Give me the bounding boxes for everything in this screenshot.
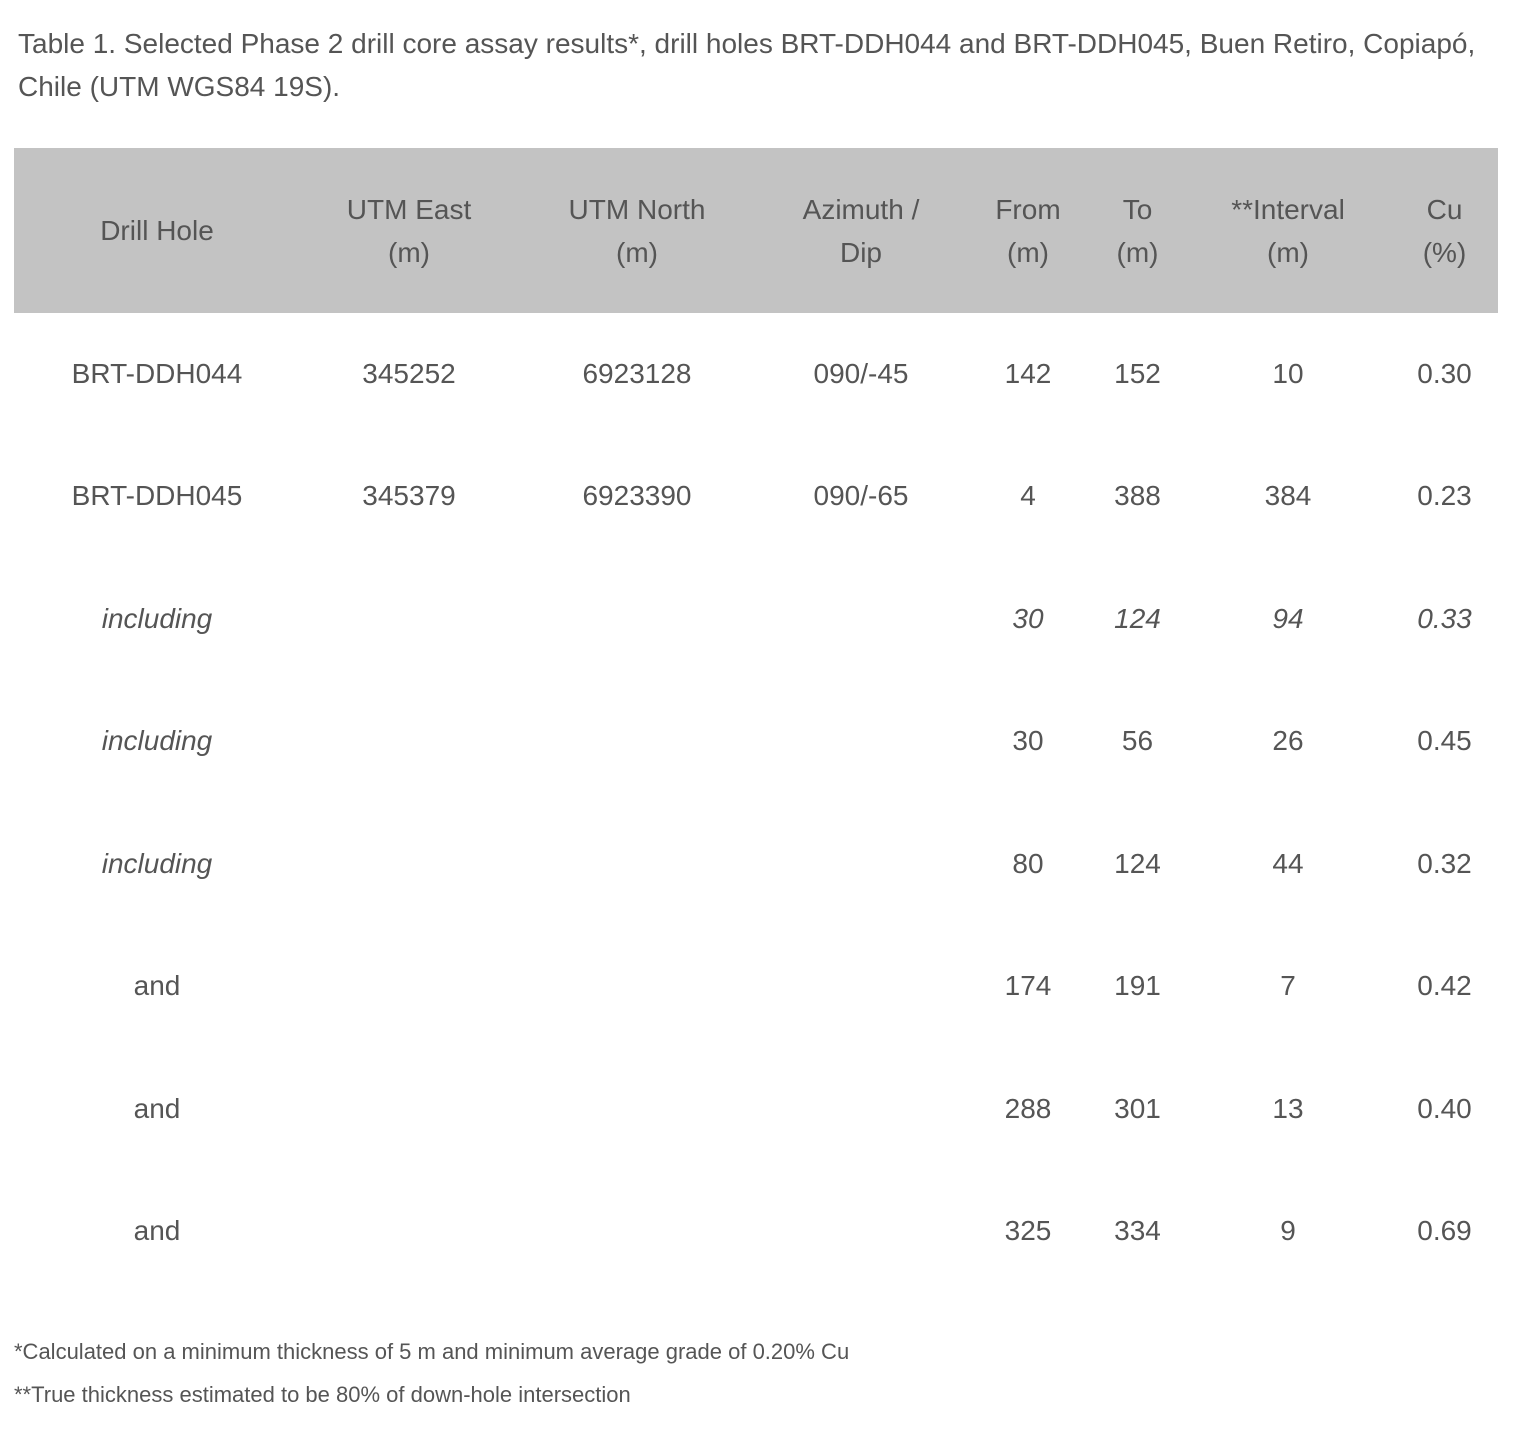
cell-to: 124	[1114, 847, 1161, 879]
cell-utm-north: 6923128	[582, 358, 692, 389]
cell-interval: 26	[1272, 725, 1304, 757]
cell-interval: 9	[1280, 1215, 1296, 1247]
cell-from: 30	[1012, 602, 1044, 634]
cell-utm-north	[518, 680, 756, 803]
cell-utm-east: 345252	[362, 358, 456, 389]
cell-to: 56	[1121, 725, 1154, 757]
cell-utm-north: 6923390	[582, 480, 692, 512]
cell-from: 174	[1004, 970, 1052, 1002]
cell-utm-north	[518, 803, 756, 926]
footnote-calculation: *Calculated on a minimum thickness of 5 m and minimum average grade of 0.20% Cu	[14, 1339, 850, 1364]
cell-cu: 0.30	[1417, 358, 1472, 389]
cell-cu: 0.33	[1417, 602, 1472, 634]
cell-utm-east	[300, 1048, 518, 1171]
cell-drill-hole: and	[133, 1215, 181, 1247]
header-azimuth-dip: Azimuth / Dip	[802, 193, 920, 268]
cell-from: 80	[1012, 847, 1044, 879]
cell-cu: 0.42	[1417, 970, 1472, 1002]
cell-utm-east: 345379	[362, 480, 456, 512]
cell-from: 325	[1004, 1215, 1052, 1247]
cell-cu: 0.32	[1417, 847, 1472, 879]
cell-azimuth-dip	[756, 680, 966, 803]
cell-to: 334	[1114, 1215, 1161, 1247]
table-header	[14, 148, 1498, 313]
cell-to: 152	[1114, 358, 1161, 389]
header-utm-north: UTM North (m)	[568, 193, 706, 268]
header-cu: Cu (%)	[1422, 193, 1467, 268]
footnote-true-thickness: **True thickness estimated to be 80% of down-hole intersection	[14, 1382, 631, 1407]
cell-to: 301	[1114, 1092, 1161, 1124]
header-from: From (m)	[995, 193, 1061, 268]
cell-utm-north	[518, 925, 756, 1048]
cell-azimuth-dip: 090/-45	[813, 358, 909, 389]
cell-utm-east	[300, 803, 518, 926]
cell-interval: 13	[1272, 1092, 1304, 1124]
header-row	[14, 148, 1498, 313]
cell-drill-hole: including	[101, 725, 213, 757]
cell-from: 30	[1012, 725, 1044, 757]
cell-utm-east	[300, 558, 518, 681]
cell-cu: 0.40	[1417, 1092, 1472, 1124]
cell-cu: 0.69	[1417, 1215, 1472, 1247]
table-row	[14, 435, 1498, 558]
header-interval: **Interval (m)	[1231, 193, 1345, 268]
cell-utm-north	[518, 558, 756, 681]
cell-drill-hole: and	[133, 1092, 181, 1124]
cell-cu: 0.45	[1417, 725, 1472, 757]
cell-interval: 10	[1272, 358, 1304, 389]
table-row	[14, 313, 1498, 435]
cell-to: 124	[1114, 602, 1161, 634]
cell-utm-east	[300, 680, 518, 803]
cell-azimuth-dip	[756, 1170, 966, 1293]
cell-interval: 384	[1264, 480, 1312, 512]
cell-interval: 7	[1280, 970, 1296, 1002]
table-row	[14, 558, 1498, 681]
cell-utm-north	[518, 1170, 756, 1293]
cell-interval: 94	[1272, 602, 1304, 634]
table-row	[14, 1048, 1498, 1171]
cell-utm-north	[518, 1048, 756, 1171]
table-body	[14, 313, 1498, 1293]
cell-azimuth-dip	[756, 925, 966, 1048]
cell-interval: 44	[1272, 847, 1304, 879]
assay-results-table	[14, 148, 1498, 1293]
table-row	[14, 803, 1498, 926]
cell-from: 288	[1004, 1092, 1052, 1124]
table-row	[14, 925, 1498, 1048]
table-row	[14, 680, 1498, 803]
cell-to: 191	[1114, 970, 1161, 1002]
cell-cu: 0.23	[1417, 480, 1472, 512]
cell-drill-hole: BRT-DDH045	[71, 480, 243, 512]
cell-drill-hole: BRT-DDH044	[71, 358, 243, 389]
cell-from: 4	[1020, 480, 1036, 512]
cell-drill-hole: and	[133, 970, 181, 1002]
cell-azimuth-dip: 090/-65	[813, 480, 909, 512]
cell-drill-hole: including	[101, 847, 213, 879]
header-to: To (m)	[1116, 193, 1159, 268]
cell-utm-east	[300, 1170, 518, 1293]
header-utm-east: UTM East (m)	[346, 193, 472, 268]
cell-to: 388	[1114, 480, 1161, 512]
cell-azimuth-dip	[756, 558, 966, 681]
cell-drill-hole: including	[101, 602, 213, 634]
table-row	[14, 1170, 1498, 1293]
cell-azimuth-dip	[756, 1048, 966, 1171]
header-drill-hole: Drill Hole	[100, 215, 214, 246]
table-caption: Table 1. Selected Phase 2 drill core assay results*, drill holes BRT-DDH044 and BRT-DDH045, Buen Retiro, Copiapó, Chile (UTM WGS84 19S).	[18, 28, 1476, 102]
cell-from: 142	[1004, 358, 1052, 389]
cell-utm-east	[300, 925, 518, 1048]
cell-azimuth-dip	[756, 803, 966, 926]
